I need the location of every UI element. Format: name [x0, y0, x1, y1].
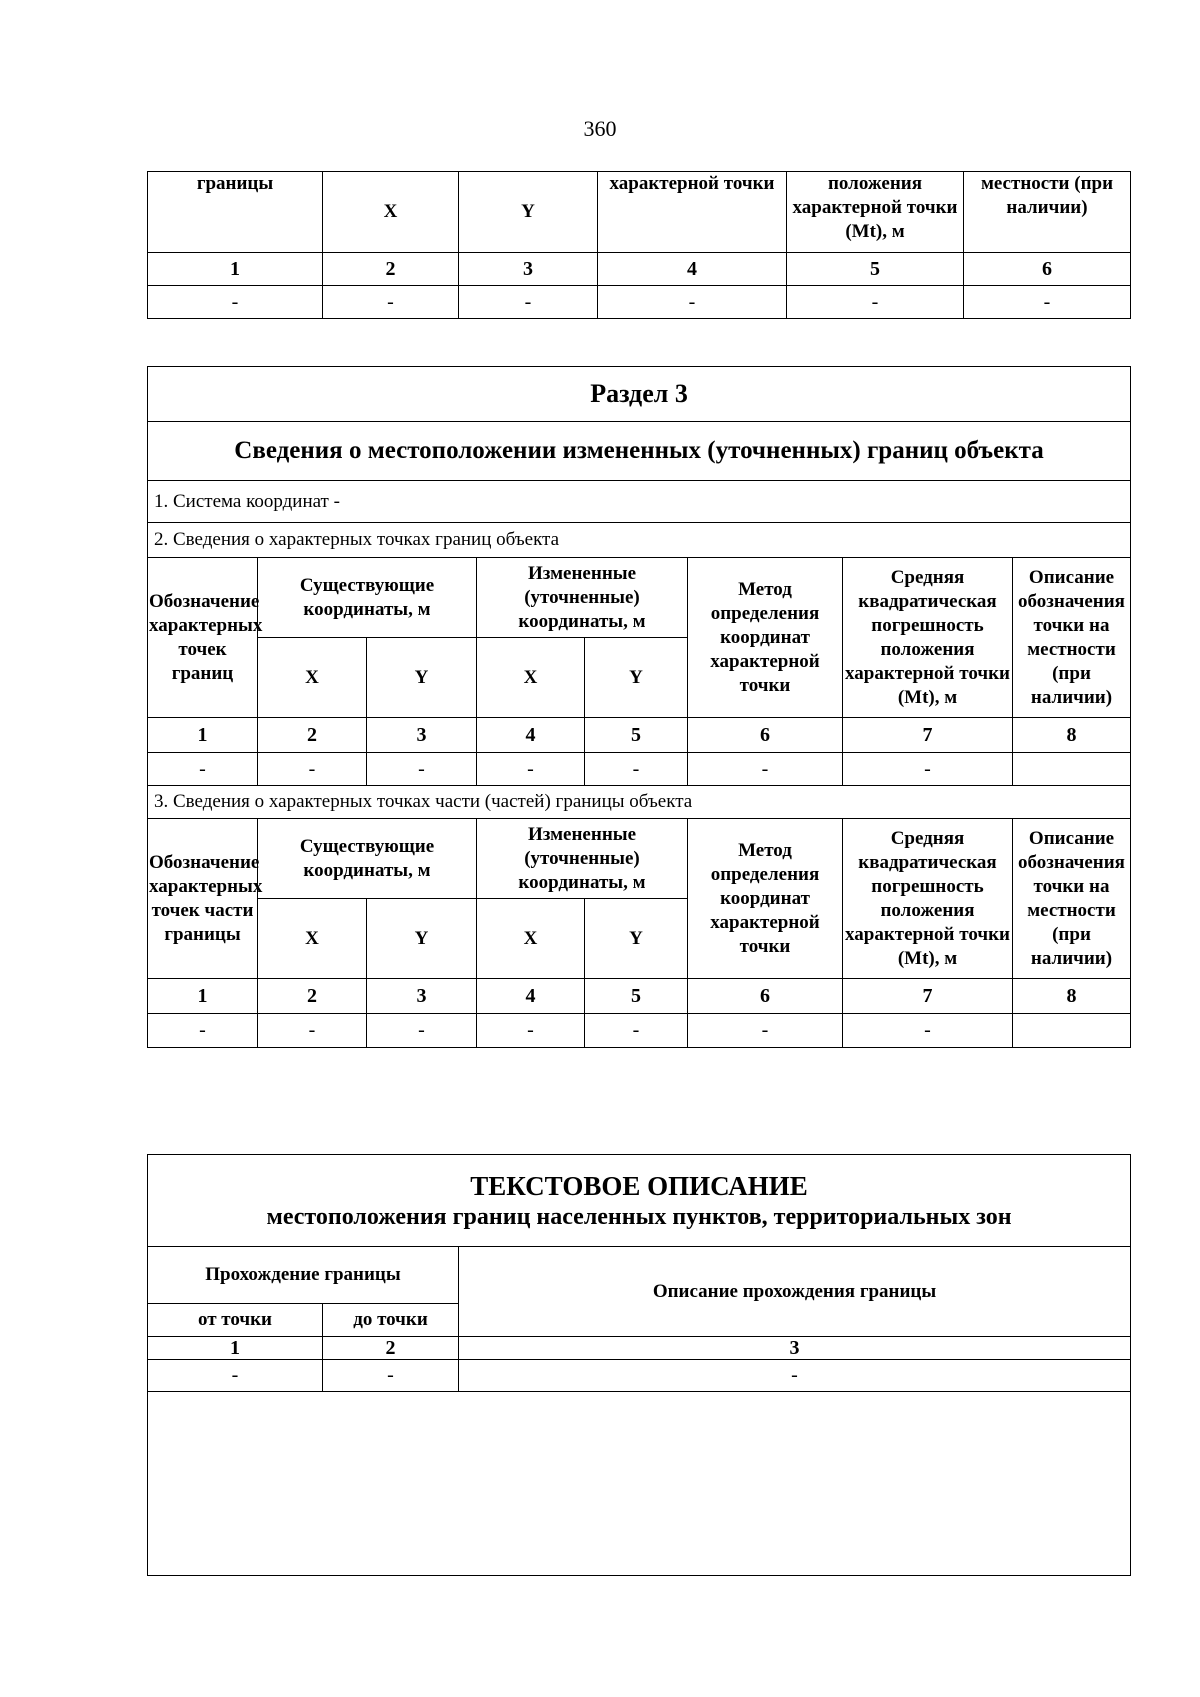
header-x: X	[258, 899, 367, 979]
header-y: Y	[367, 899, 477, 979]
header-designation: Обозначение характерных точек части границы	[148, 819, 258, 979]
header-x: X	[258, 638, 367, 718]
column-number: 1	[148, 718, 258, 753]
column-number: 4	[598, 253, 787, 286]
table-cell: -	[148, 1360, 323, 1392]
table-cell: -	[598, 286, 787, 319]
header-description: Описание обозначения точки на местности (при наличии)	[1013, 558, 1131, 718]
header-x: X	[477, 638, 585, 718]
header-x: X	[477, 899, 585, 979]
header-designation: Обозначение характерных точек границ	[148, 558, 258, 718]
header-y: Y	[585, 899, 688, 979]
empty-area	[148, 1392, 1131, 1576]
column-number: 7	[843, 718, 1013, 753]
table-cell	[1013, 753, 1131, 786]
column-number: 6	[964, 253, 1131, 286]
header-point: характерной точки	[598, 172, 787, 253]
page-number: 360	[583, 116, 617, 141]
header-y: Y	[585, 638, 688, 718]
table-cell: -	[367, 1014, 477, 1048]
section-subtitle: Сведения о местоположении измененных (уточненных) границ объекта	[148, 422, 1131, 481]
table-cell: -	[148, 753, 258, 786]
header-passage: Прохождение границы	[148, 1247, 459, 1304]
header-from-point: от точки	[148, 1304, 323, 1337]
header-to-point: до точки	[323, 1304, 459, 1337]
header-terrain: местности (при наличии)	[964, 172, 1131, 253]
column-number: 2	[323, 1337, 459, 1360]
column-number: 6	[688, 718, 843, 753]
text-description-title: ТЕКСТОВОЕ ОПИСАНИЕ	[470, 1170, 808, 1201]
table-cell: -	[843, 1014, 1013, 1048]
header-existing-coordinates: Существующие координаты, м	[258, 558, 477, 638]
coordinate-system: 1. Система координат -	[148, 481, 1131, 523]
column-number: 3	[459, 1337, 1131, 1360]
header-x: X	[323, 172, 459, 253]
column-number: 1	[148, 979, 258, 1014]
text-description-subtitle: местоположения границ населенных пунктов, территориальных зон	[266, 1203, 1012, 1230]
column-number: 3	[367, 718, 477, 753]
column-number: 4	[477, 718, 585, 753]
table-cell: -	[148, 286, 323, 319]
table-cell: -	[477, 753, 585, 786]
header-method: Метод определения координат характерной точки	[688, 558, 843, 718]
header-changed-coordinates: Измененные (уточненные) координаты, м	[477, 558, 688, 638]
text-description-table	[147, 1154, 1131, 1576]
section3-table	[147, 366, 1131, 1048]
table-cell: -	[323, 286, 459, 319]
header-error: Средняя квадратическая погрешность положения характерной точки (Mt), м	[843, 558, 1013, 718]
table-cell: -	[459, 286, 598, 319]
header-passage-description: Описание прохождения границы	[459, 1247, 1131, 1337]
column-number: 8	[1013, 979, 1131, 1014]
table-cell: -	[688, 753, 843, 786]
top-continuation-table	[147, 171, 1131, 319]
table-cell: -	[964, 286, 1131, 319]
header-changed-coordinates: Измененные (уточненные) координаты, м	[477, 819, 688, 899]
column-number: 5	[585, 979, 688, 1014]
header-y: Y	[459, 172, 598, 253]
table-cell: -	[148, 1014, 258, 1048]
column-number: 4	[477, 979, 585, 1014]
table-cell: -	[258, 1014, 367, 1048]
column-number: 2	[258, 718, 367, 753]
column-number: 3	[459, 253, 598, 286]
table-cell: -	[688, 1014, 843, 1048]
table-cell: -	[843, 753, 1013, 786]
column-number: 6	[688, 979, 843, 1014]
text-description-header	[148, 1155, 1131, 1247]
table-cell: -	[585, 753, 688, 786]
table-cell: -	[477, 1014, 585, 1048]
parts-heading: 3. Сведения о характерных точках части (частей) границы объекта	[148, 786, 1131, 819]
points-heading: 2. Сведения о характерных точках границ объекта	[148, 523, 1131, 558]
column-number: 7	[843, 979, 1013, 1014]
table-cell: -	[585, 1014, 688, 1048]
header-description: Описание обозначения точки на местности (при наличии)	[1013, 819, 1131, 979]
header-error: Средняя квадратическая погрешность положения характерной точки (Mt), м	[843, 819, 1013, 979]
table-cell: -	[787, 286, 964, 319]
column-number: 1	[148, 253, 323, 286]
column-number: 2	[323, 253, 459, 286]
column-number: 8	[1013, 718, 1131, 753]
header-y: Y	[367, 638, 477, 718]
column-number: 2	[258, 979, 367, 1014]
column-number: 5	[585, 718, 688, 753]
section-title: Раздел 3	[148, 367, 1131, 422]
table-cell: -	[258, 753, 367, 786]
table-cell: -	[367, 753, 477, 786]
header-position: положения характерной точки (Mt), м	[787, 172, 964, 253]
table-cell: -	[459, 1360, 1131, 1392]
header-method: Метод определения координат характерной точки	[688, 819, 843, 979]
table-cell: -	[323, 1360, 459, 1392]
column-number: 5	[787, 253, 964, 286]
column-number: 3	[367, 979, 477, 1014]
table-cell	[1013, 1014, 1131, 1048]
column-number: 1	[148, 1337, 323, 1360]
header-existing-coordinates: Существующие координаты, м	[258, 819, 477, 899]
header-granitsy: границы	[148, 172, 323, 253]
